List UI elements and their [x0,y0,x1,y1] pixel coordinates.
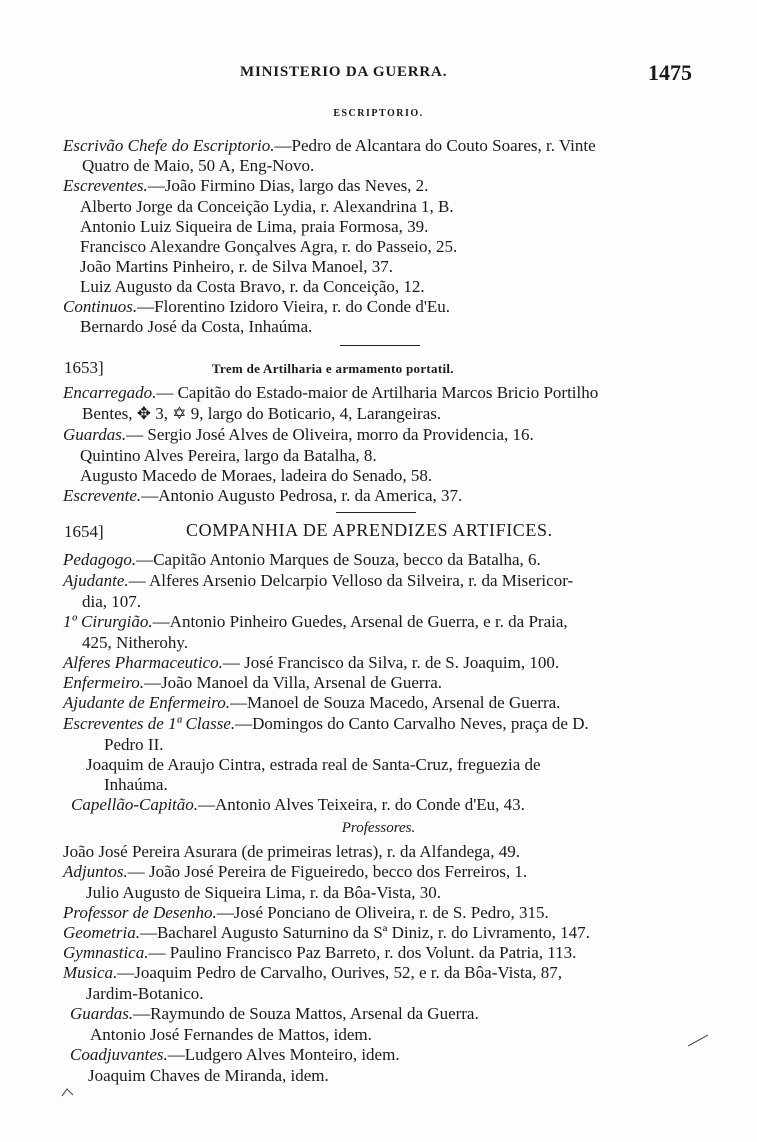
list-item: 1º Cirurgião.—Antonio Pinheiro Guedes, Arsenal de Guerra, e r. da Praia, [63,612,568,631]
list-item: Geometria.—Bacharel Augusto Saturnino da Sª Diniz, r. do Livramento, 147. [63,923,590,942]
list-item: Bernardo José da Costa, Inhaúma. [80,317,313,336]
running-header [0,60,757,90]
list-item: Antonio Luiz Siqueira de Lima, praia Formosa, 39. [80,217,429,236]
list-item: Adjuntos.— João José Pereira de Figueiredo, becco dos Ferreiros, 1. [63,862,528,881]
list-item: Coadjuvantes.—Ludgero Alves Monteiro, idem. [70,1045,400,1064]
caret-mark-icon [60,1086,76,1098]
list-item: Quatro de Maio, 50 A, Eng-Novo. [82,156,315,175]
escriptorio-heading: ESCRIPTORIO. [333,108,424,119]
section-divider [340,345,420,346]
list-item: João Martins Pinheiro, r. de Silva Manoel, 37. [80,257,394,276]
list-item: Escreventes de 1ª Classe.—Domingos do Canto Carvalho Neves, praça de D. [63,714,589,733]
list-item: Continuos.—Florentino Izidoro Vieira, r. do Conde d'Eu. [63,297,451,316]
list-item: Escrevente.—Antonio Augusto Pedrosa, r. da America, 37. [63,486,463,505]
section-title: COMPANHIA DE APRENDIZES ARTIFICES. [186,520,553,540]
list-item: Alferes Pharmaceutico.— José Francisco da Silva, r. de S. Joaquim, 100. [63,653,560,672]
list-item: Bentes, ✥ 3, ✡ 9, largo do Boticario, 4, Larangeiras. [82,404,442,423]
list-item: Escrivão Chefe do Escriptorio.—Pedro de Alcantara do Couto Soares, r. Vinte [63,136,596,155]
list-item: Professor de Desenho.—José Ponciano de Oliveira, r. de S. Pedro, 315. [63,903,549,922]
list-item: Ajudante de Enfermeiro.—Manoel de Souza Macedo, Arsenal de Guerra. [63,693,561,712]
list-item: Antonio José Fernandes de Mattos, idem. [90,1025,372,1044]
list-item: Guardas.—Raymundo de Souza Mattos, Arsenal da Guerra. [70,1004,479,1023]
list-item: Augusto Macedo de Moraes, ladeira do Senado, 58. [80,466,433,485]
section-number: 1653] [64,358,104,377]
list-item: Ajudante.— Alferes Arsenio Delcarpio Velloso da Silveira, r. da Misericor- [63,571,574,590]
list-item: Pedagogo.—Capitão Antonio Marques de Souza, becco da Batalha, 6. [63,550,541,569]
section-divider [336,512,416,513]
pen-mark-icon [686,1032,710,1050]
list-item: Gymnastica.— Paulino Francisco Paz Barreto, r. dos Volunt. da Patria, 113. [63,943,577,962]
list-item: Pedro II. [104,735,164,754]
list-item: Quintino Alves Pereira, largo da Batalha, 8. [80,446,377,465]
list-item: Enfermeiro.—João Manoel da Villa, Arsenal de Guerra. [63,673,443,692]
list-item: Alberto Jorge da Conceição Lydia, r. Alexandrina 1, B. [80,197,454,216]
list-item: Julio Augusto de Siqueira Lima, r. da Bôa-Vista, 30. [86,883,441,902]
list-item: Inhaúma. [104,775,168,794]
list-item: Francisco Alexandre Gonçalves Agra, r. do Passeio, 25. [80,237,458,256]
list-item: Joaquim Chaves de Miranda, idem. [88,1066,329,1085]
list-item: Jardim-Botanico. [86,984,204,1003]
list-item: Joaquim de Araujo Cintra, estrada real de Santa-Cruz, freguezia de [86,755,541,774]
section-title: Trem de Artilharia e armamento portatil. [212,361,454,376]
list-item: Luiz Augusto da Costa Bravo, r. da Conceição, 12. [80,277,425,296]
list-item: Musica.—Joaquim Pedro de Carvalho, Ourives, 52, e r. da Bôa-Vista, 87, [63,963,562,982]
list-item: Encarregado.— Capitão do Estado-maior de Artilharia Marcos Bricio Portilho [63,383,599,402]
ministry-title: MINISTERIO DA GUERRA. [240,64,448,80]
list-item: Guardas.— Sergio José Alves de Oliveira, morro da Providencia, 16. [63,425,534,444]
page-number: 1475 [648,60,692,85]
list-item: João José Pereira Asurara (de primeiras letras), r. da Alfandega, 49. [63,842,520,861]
professores-heading: Professores. [341,820,416,836]
section-number: 1654] [64,522,104,541]
list-item: Escreventes.—João Firmino Dias, largo das Neves, 2. [63,176,429,195]
list-item: Capellão-Capitão.—Antonio Alves Teixeira, r. do Conde d'Eu, 43. [71,795,525,814]
list-item: 425, Nitherohy. [82,633,189,652]
list-item: dia, 107. [82,592,142,611]
